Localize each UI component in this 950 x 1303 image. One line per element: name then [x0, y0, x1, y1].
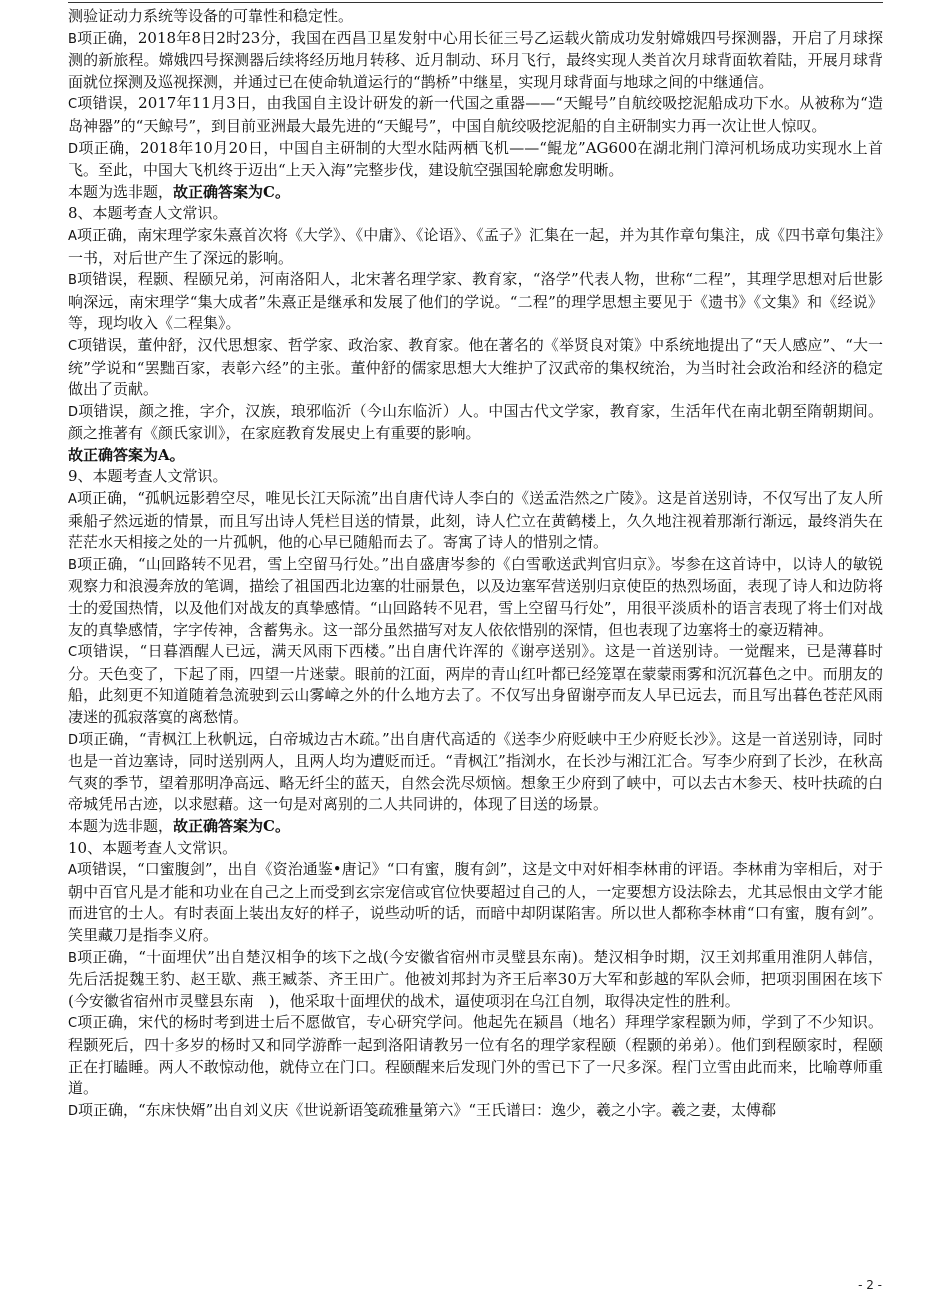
- paragraph-text: 项错误，2017年11月3日，由我国自主设计研发的新一代国之重器——“天鲲号”自航绞吸挖泥船成功下水。从被称为“造岛神器”的“天鲸号”，到目前亚洲最大最先进的“天鲲号”，中国自航绞吸挖泥船的自主研制实力再一次让世人惊叹。: [68, 94, 883, 135]
- option-label: B: [68, 557, 77, 573]
- paragraph: [68, 445, 883, 467]
- paragraph: [68, 203, 883, 225]
- option-label: A: [68, 863, 77, 879]
- option-label: C: [68, 338, 78, 354]
- paragraph: [68, 641, 883, 728]
- paragraph: [68, 1012, 883, 1099]
- paragraph: [68, 466, 883, 488]
- option-label: C: [68, 645, 78, 661]
- paragraph-text: 项错误，董仲舒，汉代思想家、哲学家、政治家、教育家。他在著名的《举贤良对策》中系统地提出了“天人感应”、“大一统”学说和“罢黜百家，表彰六经”的主张。董仲舒的儒家思想大大维护了汉武帝的集权统治，为当时社会政治和经济的稳定做出了贡献。: [68, 335, 883, 399]
- paragraph-text: 项正确，“青枫江上秋帆远，白帝城边古木疏。”出自唐代高适的《送李少府贬峡中王少府贬长沙》。这是一首送别诗，同时也是一首边塞诗，同时送别两人，且两人均为遭贬而迁。“青枫江”指浏水，在长沙与湘江汇合。写李少府到了长沙，在秋高气爽的季节，望着那明净高远、略无纤尘的蓝天，自然会洗尽烦恼。想象王少府到了峡中，可以去古木参天、枝叶扶疏的白帝城凭吊古迹，以求慰藉。这一句是对离别的二人共同讲的，体现了目送的场景。: [68, 729, 883, 814]
- paragraph: [68, 6, 883, 28]
- paragraph-text: 本题为选非题，: [68, 182, 174, 201]
- paragraph: [68, 182, 883, 204]
- paragraph-text: 项错误，颜之推，字介，汉族，琅邪临沂（今山东临沂）人。中国古代文学家，教育家，生活年代在南北朝至隋朝期间。颜之推著有《颜氏家训》，在家庭教育发展史上有重要的影响。: [68, 401, 883, 443]
- option-label: D: [68, 1103, 79, 1119]
- paragraph-text: 8、本题考查人文常识。: [68, 204, 228, 223]
- option-label: D: [68, 141, 79, 157]
- option-label: A: [68, 492, 77, 508]
- paragraph: [68, 488, 883, 554]
- paragraph-text: 项正确，“山回路转不见君，雪上空留马行处。”出自盛唐岑参的《白雪歌送武判官归京》。岑参在这首诗中，以诗人的敏锐观察力和浪漫奔放的笔调，描绘了祖国西北边塞的壮丽景色，以及边塞军营送别归京使臣的热烈场面，表现了诗人和边防将士的爱国热情，以及他们对战友的真挚感情。“山回路转不见君，雪上空留马行处”，用很平淡质朴的语言表现了将士们对战友的真挚感情，字字传神，含蓄隽永。这一部分虽然描写对友人依依惜别的深情，但也表现了边塞将士的豪迈精神。: [68, 554, 883, 639]
- paragraph: [68, 269, 883, 335]
- paragraph-text: 项错误，“口蜜腹剑”，出自《资治通鉴•唐记》“口有蜜，腹有剑”，这是文中对奸相李林甫的评语。李林甫为宰相后，对于朝中百官凡是才能和功业在自己之上而受到玄宗宠信或官位快要超过自己的人，一定要想方设法除去，尤其忌恨由文学才能而进官的士人。有时表面上装出友好的样子，说些动听的话，而暗中却阴谋陷害。所以世人都称李林甫“口有蜜，腹有剑”。笑里藏刀是指李义府。: [68, 860, 883, 944]
- paragraph: [68, 859, 883, 946]
- header-rule: [68, 2, 883, 3]
- option-label: D: [68, 732, 79, 748]
- paragraph-text: 项正确，宋代的杨时考到进士后不愿做官，专心研究学问。他起先在颍昌（地名）拜理学家程颢为师，学到了不少知识。程颢死后，四十多岁的杨时又和同学游酢一起到洛阳请教另一位有名的理学家程颐（程颢的弟弟）。他们到程颐家时，程颐正在打瞌睡。两人不敢惊动他，就侍立在门口。程颐醒来后发现门外的雪已下了一尺多深。程门立雪由此而来，比喻尊师重道。: [68, 1013, 883, 1098]
- option-label: C: [68, 1016, 78, 1032]
- paragraph-text: 项正确，2018年10月20日，中国自主研制的大型水陆两栖飞机——“鲲龙”AG600在湖北荆门漳河机场成功实现水上首飞。至此，中国大飞机终于迈出“上天入海”完整步伐，建设航空强国轮廓愈发明晰。: [68, 138, 883, 180]
- paragraph: [68, 816, 883, 838]
- paragraph: [68, 335, 883, 401]
- paragraph: [68, 401, 883, 445]
- paragraph-text: 项错误，程颢、程颐兄弟，河南洛阳人，北宋著名理学家、教育家，“洛学”代表人物，世称“二程”，其理学思想对后世影响深远，南宋理学“集大成者”朱熹正是继承和发展了他们的学说。“二程”的理学思想主要见于《遗书》《文集》和《经说》等，现均收入《二程集》。: [68, 270, 883, 333]
- paragraph: [68, 947, 883, 1013]
- paragraph-text: 项正确，南宋理学家朱熹首次将《大学》、《中庸》、《论语》、《孟子》汇集在一起，并为其作章句集注，成《四书章句集注》一书，对后世产生了深远的影响。: [68, 225, 883, 267]
- paragraph: [68, 554, 883, 641]
- paragraph: [68, 138, 883, 182]
- paragraph-text: 10、本题考查人文常识。: [68, 838, 238, 857]
- paragraph-text: 本题为选非题，: [68, 816, 174, 835]
- paragraph-text: 测验证动力系统等设备的可靠性和稳定性。: [68, 7, 354, 25]
- option-label: D: [68, 404, 79, 420]
- document-body: [68, 6, 883, 1122]
- paragraph-text: 项错误，“日暮酒醒人已远，满天风雨下西楼。”出自唐代许浑的《谢亭送别》。这是一首送别诗。一觉醒来，已是薄暮时分。天色变了，下起了雨，四望一片迷蒙。眼前的江面，两岸的青山红叶都已经笼罩在蒙蒙雨雾和沉沉暮色之中。而朋友的船，此刻更不知道随着急流驶到云山雾嶂之外的什么地方去了。不仅写出身留谢亭而友人早已远去，而且写出暮色苍茫风雨凄迷的孤寂落寞的离愁情。: [68, 642, 883, 726]
- paragraph: [68, 838, 883, 860]
- paragraph-text: 项正确，“十面埋伏”出自楚汉相争的垓下之战(今安徽省宿州市灵璧县东南)。楚汉相争时期，汉王刘邦重用淮阴人韩信，先后活捉魏王豹、赵王歇、燕王臧荼、齐王田广。他被刘邦封为齐王后率30万大军和彭越的军队会师，把项羽围困在垓下(今安徽省宿州市灵璧县东南 )，他采取十面埋伏的战术，逼使项羽在乌江自刎，取得决定性的胜利。: [68, 947, 883, 1010]
- option-label: B: [68, 273, 77, 289]
- paragraph: [68, 225, 883, 269]
- paragraph: [68, 93, 883, 137]
- paragraph: [68, 1100, 883, 1123]
- page-number: - 2 -: [858, 1278, 882, 1292]
- answer-text: 故正确答案为A。: [68, 445, 185, 464]
- option-label: B: [68, 950, 77, 966]
- option-label: B: [68, 31, 77, 47]
- answer-text: 故正确答案为C。: [173, 816, 290, 835]
- answer-text: 故正确答案为C。: [173, 182, 290, 201]
- option-label: C: [68, 97, 78, 113]
- paragraph: [68, 28, 883, 94]
- paragraph-text: 项正确，“东床快婿”出自刘义庆《世说新语笺疏雅量第六》“王氏谱曰：逸少，羲之小字。羲之妻，太傅郗: [78, 1100, 777, 1119]
- option-label: A: [68, 228, 77, 244]
- paragraph-text: 项正确，“孤帆远影碧空尽，唯见长江天际流”出自唐代诗人李白的《送孟浩然之广陵》。这是首送别诗，不仅写出了友人所乘船孑然远逝的情景，而且写出诗人凭栏目送的情景，此刻，诗人伫立在黄鹤楼上，久久地注视着那渐行渐远，最终消失在茫茫水天相接之处的一片孤帆，他的心早已随船而去了。寄寓了诗人的惜别之情。: [68, 489, 883, 552]
- paragraph-text: 项正确，2018年8日2时23分，我国在西昌卫星发射中心用长征三号乙运载火箭成功发射嫦娥四号探测器，开启了月球探测的新旅程。嫦娥四号探测器后续将经历地月转移、近月制动、环月飞行，最终实现人类首次月球背面软着陆，开展月球背面就位探测及巡视探测，并通过已在使命轨道运行的“鹊桥”中继星，实现月球背面与地球之间的中继通信。: [68, 28, 883, 91]
- paragraph-text: 9、本题考查人文常识。: [68, 467, 228, 486]
- paragraph: [68, 729, 883, 816]
